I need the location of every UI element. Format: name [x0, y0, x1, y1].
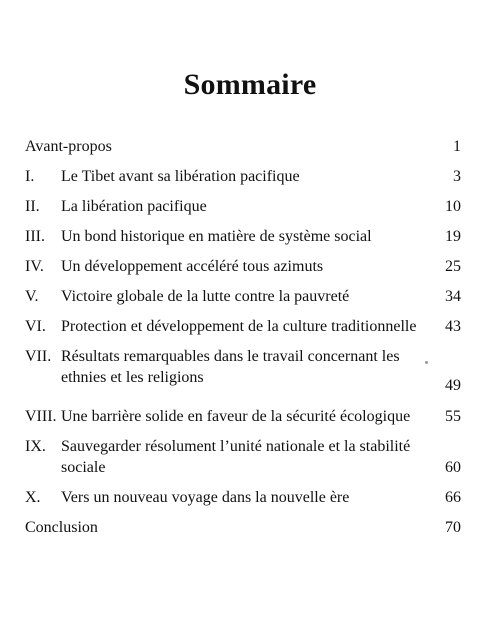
- toc-entry-page: 60: [445, 459, 461, 476]
- toc-entry-title: Le Tibet avant sa libération pacifique: [61, 168, 300, 185]
- toc-entry-page: 3: [453, 168, 461, 185]
- toc-entry-ii: [25, 196, 461, 217]
- toc-entry-title: La libération pacifique: [61, 198, 207, 215]
- toc-entry-number: IV.: [25, 258, 44, 275]
- toc-entry-number: VII.: [25, 348, 52, 365]
- toc-entry-number: I.: [25, 168, 35, 185]
- toc-entry-title: Victoire globale de la lutte contre la pauvreté: [61, 288, 350, 305]
- toc-entry-page: 66: [445, 489, 461, 506]
- toc-entry-number: III.: [25, 228, 45, 245]
- toc-entry-number: IX.: [25, 438, 46, 455]
- toc-entry-title: Avant-propos: [25, 138, 112, 155]
- toc-entry-v: [25, 286, 461, 307]
- toc-entry-title: Vers un nouveau voyage dans la nouvelle ère: [61, 489, 350, 506]
- toc-entry-page: 10: [445, 198, 461, 215]
- toc-entry-number: VIII.: [25, 408, 57, 425]
- toc-entry-ix: [25, 436, 461, 478]
- toc-entry-x: [25, 487, 461, 508]
- toc-entry-page: 1: [453, 138, 461, 155]
- toc-entry-page: 25: [445, 258, 461, 275]
- toc-entry-title: Un bond historique en matière de système social: [61, 228, 372, 245]
- toc-entry-number: II.: [25, 198, 40, 215]
- toc-entry-title: Un développement accéléré tous azimuts: [61, 258, 324, 275]
- toc-entry-page: 19: [445, 228, 461, 245]
- scan-speck: [425, 361, 428, 364]
- toc-entry-page: 49: [445, 377, 461, 394]
- toc-entry-page: 34: [445, 288, 461, 305]
- toc-entry-vii: [25, 346, 461, 394]
- page-title: Sommaire: [183, 68, 317, 101]
- toc-entry-page: 43: [445, 318, 461, 335]
- toc-entry-title: Protection et développement de la culture traditionnelle: [61, 318, 417, 335]
- toc-entry-number: VI.: [25, 318, 46, 335]
- toc-entry-viii: [25, 406, 461, 427]
- toc-entry-iv: [25, 256, 461, 277]
- toc-entry-title: Sauvegarder résolument l’unité nationale et la stabilité sociale: [61, 438, 411, 476]
- toc-entry-i: [25, 166, 461, 187]
- toc-entry-title: Conclusion: [25, 519, 98, 536]
- toc-entry-title: Résultats remarquables dans le travail concernant les ethnies et les religions: [61, 348, 400, 386]
- toc-entry-page: 55: [445, 408, 461, 425]
- toc-entry-number: X.: [25, 489, 41, 506]
- toc-entry-page: 70: [445, 519, 461, 536]
- toc-entry-conclusion: [25, 517, 461, 538]
- toc-entry-number: V.: [25, 288, 39, 305]
- toc-entry-title: Une barrière solide en faveur de la sécurité écologique: [61, 408, 411, 425]
- toc-entry-vi: [25, 316, 461, 337]
- table-of-contents: [25, 136, 461, 538]
- toc-entry-iii: [25, 226, 461, 247]
- toc-entry-avant-propos: [25, 136, 461, 157]
